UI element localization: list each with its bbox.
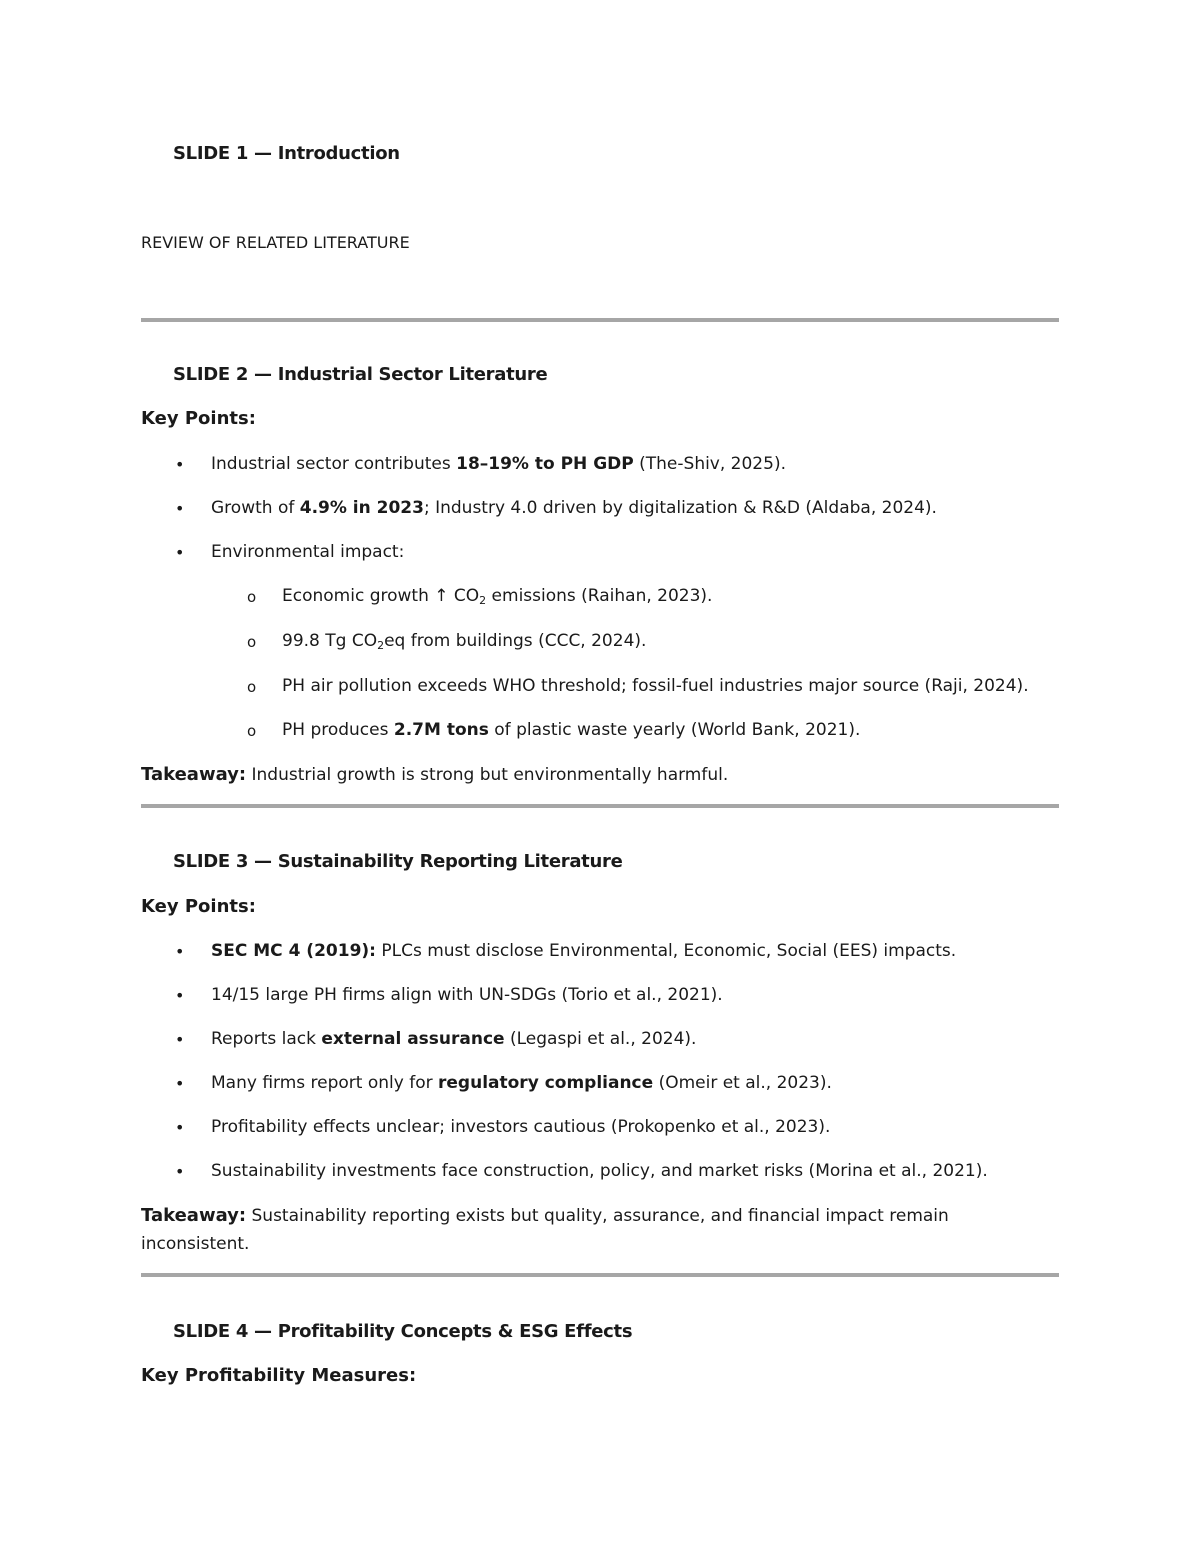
slide2-takeaway: Takeaway: Industrial growth is strong but environmentally harmful. — [141, 764, 729, 785]
slide3-bullet-1: SEC MC 4 (2019): PLCs must disclose Environmental, Economic, Social (EES) impacts. — [211, 941, 957, 961]
bullet-icon: • — [175, 455, 185, 474]
slide2-heading: SLIDE 2 — Industrial Sector Literature — [173, 364, 548, 385]
bullet-icon: • — [175, 1074, 185, 1093]
section-divider — [141, 804, 1059, 808]
bullet-icon: • — [175, 942, 185, 961]
slide3-bullet-5: Profitability effects unclear; investors cautious (Prokopenko et al., 2023). — [211, 1117, 831, 1137]
sub-bullet-icon: o — [247, 722, 257, 740]
slide3-key-points-label: Key Points: — [141, 896, 256, 917]
slide3-takeaway-line-1: Takeaway: Sustainability reporting exists but quality, assurance, and financial impact remain — [141, 1205, 949, 1226]
slide2-bullet-2: Growth of 4.9% in 2023; Industry 4.0 driven by digitalization & R&D (Aldaba, 2024). — [211, 498, 937, 518]
section-divider — [141, 318, 1059, 322]
bullet-icon: • — [175, 1030, 185, 1049]
slide3-bullet-2: 14/15 large PH firms align with UN-SDGs (Torio et al., 2021). — [211, 985, 723, 1005]
slide4-measures-label: Key Profitability Measures: — [141, 1365, 417, 1386]
slide3-bullet-4: Many firms report only for regulatory compliance (Omeir et al., 2023). — [211, 1073, 832, 1093]
slide1-heading: SLIDE 1 — Introduction — [173, 143, 400, 164]
bullet-icon: • — [175, 499, 185, 518]
slide2-sub-bullet-2: 99.8 Tg $CO_2eq$ from buildings (CCC, 2024). — [282, 631, 647, 652]
slide3-heading: SLIDE 3 — Sustainability Reporting Literature — [173, 851, 623, 872]
slide4-heading: SLIDE 4 — Profitability Concepts & ESG Effects — [173, 1321, 633, 1342]
sub-bullet-icon: o — [247, 633, 257, 651]
section-divider — [141, 1273, 1059, 1277]
slide2-sub-bullet-4: PH produces 2.7M tons of plastic waste yearly (World Bank, 2021). — [282, 720, 861, 740]
bullet-icon: • — [175, 543, 185, 562]
sub-bullet-icon: o — [247, 588, 257, 606]
slide2-sub-bullet-3: PH air pollution exceeds WHO threshold; fossil-fuel industries major source (Raji, 2024). — [282, 676, 1029, 696]
slide2-bullet-1: Industrial sector contributes 18–19% to PH GDP (The-Shiv, 2025). — [211, 454, 786, 474]
slide2-sub-bullet-1: Economic growth ↑ $CO_2$ emissions (Raihan, 2023). — [282, 586, 713, 607]
slide2-key-points-label: Key Points: — [141, 408, 256, 429]
sub-bullet-icon: o — [247, 678, 257, 696]
bullet-icon: • — [175, 1118, 185, 1137]
slide2-bullet-3: Environmental impact: — [211, 542, 405, 562]
slide3-bullet-3: Reports lack external assurance (Legaspi et al., 2024). — [211, 1029, 697, 1049]
bullet-icon: • — [175, 986, 185, 1005]
slide3-bullet-6: Sustainability investments face construction, policy, and market risks (Morina et al., 2021). — [211, 1161, 988, 1181]
bullet-icon: • — [175, 1162, 185, 1181]
slide3-takeaway-line-2: inconsistent. — [141, 1234, 250, 1254]
slide1-subtitle: REVIEW OF RELATED LITERATURE — [141, 233, 410, 252]
